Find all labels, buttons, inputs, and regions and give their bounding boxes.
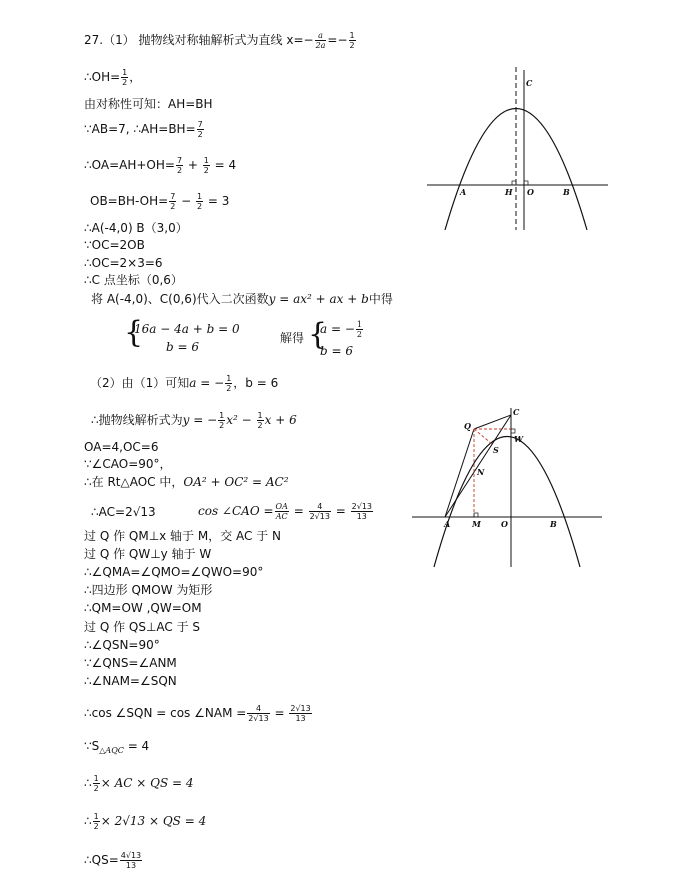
line-half-1: ∴ $\frac{1}{2}$ × AC × QS = 4 <box>84 774 194 793</box>
system2-row1: a = − $\frac{1}{2}$ <box>320 320 362 339</box>
line-qm: 过 Q 作 QM⊥x 轴于 M，交 AC 于 N <box>84 529 282 543</box>
line-rectangle: ∴四边形 QMOW 为矩形 <box>84 583 213 597</box>
line-qsn: ∴∠QSN=90° <box>84 638 160 652</box>
right-angle-mark <box>524 181 528 185</box>
label-b: B <box>563 187 570 197</box>
line-oa-oc: OA=4,OC=6 <box>84 440 159 454</box>
line-cos-sqn: ∴cos ∠SQN = cos ∠NAM = $\frac{4}{2√13}$ = $\frac{2√13}{13}$ <box>84 704 311 723</box>
label-w: W <box>514 434 523 444</box>
label-q: Q <box>464 421 471 431</box>
line-cao: ∵∠CAO=90°， <box>84 457 172 471</box>
label-s: S <box>493 445 499 455</box>
label-a: A <box>460 187 467 197</box>
label-o: O <box>527 187 534 197</box>
line-ob: OB=BH-OH= $\frac{7}{2}$ − $\frac{1}{2}$ = 3 <box>90 192 230 211</box>
parabola-equation: ∴抛物线解析式为y = − $\frac{1}{2}$ x² − $\frac{1}{2}$ x + 6 <box>91 411 297 430</box>
label-n: N <box>477 467 485 477</box>
label-m: M <box>472 519 481 529</box>
line-ac: ∴AC=2√13 <box>91 505 156 519</box>
part2-intro: （2）由（1）可知a = − $\frac{1}{2}$ ，b = 6 <box>90 374 279 393</box>
label-o: O <box>501 519 508 529</box>
line-qs: 过 Q 作 QS⊥AC 于 S <box>84 620 201 634</box>
line-angles: ∴∠QMA=∠QMO=∠QWO=90° <box>84 565 264 579</box>
line-oc1: ∵OC=2OB <box>84 238 145 252</box>
line-qs-value: ∴QS= $\frac{4√13}{13}$ <box>84 851 142 870</box>
line-ab: ∵AB=7, ∴AH=BH= $\frac{7}{2}$ <box>84 120 203 139</box>
system1-row1: 16a − 4a + b = 0 <box>134 322 240 336</box>
figure-2-parabola <box>410 405 605 570</box>
fraction: $\frac{a}{2a}$ <box>315 31 326 50</box>
right-angle-mark <box>512 181 516 185</box>
line-cos-cao: cos ∠CAO = $\frac{OA}{AC}$ = $\frac{4}{2√13}$ = $\frac{2√13}{13}$ <box>198 502 372 521</box>
system2-row2: b = 6 <box>320 344 353 358</box>
right-angle-mark <box>474 513 478 517</box>
right-angle-mark <box>511 429 515 433</box>
line-half-2: ∴ $\frac{1}{2}$ × 2√13 × QS = 4 <box>84 812 207 831</box>
parabola-curve <box>434 437 580 568</box>
line-qns: ∵∠QNS=∠ANM <box>84 656 177 670</box>
label-c: C <box>513 407 520 417</box>
line-nam: ∴∠NAM=∠SQN <box>84 674 177 688</box>
line-qw: 过 Q 作 QW⊥y 轴于 W <box>84 547 212 561</box>
solve-label: 解得 <box>280 331 305 345</box>
line-oh: ∴OH= $\frac{1}{2}$ ， <box>84 68 142 87</box>
label-a: A <box>444 519 451 529</box>
line-symmetry: 由对称性可知：AH=BH <box>84 97 213 111</box>
system-brace-2: { <box>308 317 328 352</box>
system1-row2: b = 6 <box>166 340 199 354</box>
label-c: C <box>526 78 533 88</box>
segment-aq <box>445 429 474 517</box>
label-b: B <box>550 519 557 529</box>
line-oa: ∴OA=AH+OH= $\frac{7}{2}$ + $\frac{1}{2}$ = 4 <box>84 156 237 175</box>
problem-title: 27.（1） 抛物线对称轴解析式为直线 x=− $\frac{a}{2a}$ =− $\frac{1}{2}$ <box>84 31 355 50</box>
system-brace-1: { <box>124 315 144 350</box>
line-substitute: 将 A(-4,0)、C(0,6)代入二次函数y = ax² + ax + b中得 <box>91 292 393 306</box>
line-area: $\because S_{\triangle AQC} = 4$ <box>84 739 150 755</box>
figure-1-parabola <box>425 65 610 235</box>
label-h: H <box>505 187 513 197</box>
line-c: ∴C 点坐标（0,6） <box>84 273 183 287</box>
segment-qc <box>474 415 511 429</box>
line-points: ∴A(-4,0) B（3,0） <box>84 221 188 235</box>
segment-ac <box>445 415 511 517</box>
segment-qs <box>474 429 492 444</box>
line-qm-ow: ∴QM=OW ,QW=OM <box>84 601 202 615</box>
line-rt: ∴在 Rt△AOC 中，OA² + OC² = AC² <box>84 475 289 489</box>
line-oc2: ∴OC=2×3=6 <box>84 256 163 270</box>
